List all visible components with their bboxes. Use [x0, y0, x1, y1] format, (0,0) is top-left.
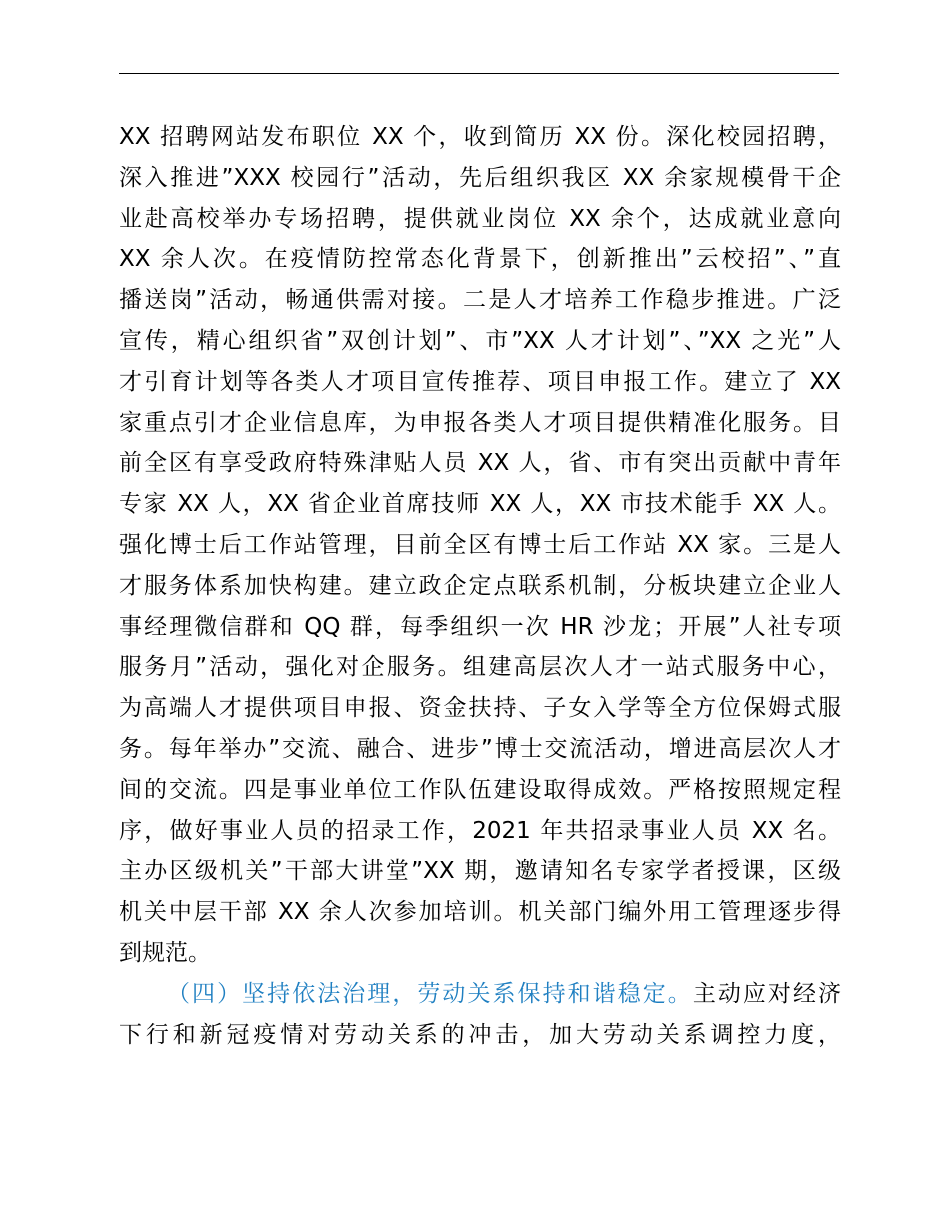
- paragraph-line: 强化博士后工作站管理，目前全区有博士后工作站 XX 家。三是人: [119, 531, 841, 558]
- paragraph-line: 宣传，精心组织省”双创计划”、市”XX 人才计划”、”XX 之光”人: [119, 327, 841, 354]
- paragraph-line: 务。每年举办”交流、融合、进步”博士交流活动，增进高层次人才: [119, 735, 841, 762]
- section-first-line: [119, 974, 841, 1015]
- paragraph-line: 服务月”活动，强化对企服务。组建高层次人才一站式服务中心，: [119, 654, 841, 681]
- paragraph-line: 主办区级机关”干部大讲堂”XX 期，邀请知名专家学者授课，区级: [119, 858, 841, 885]
- paragraph-line: 间的交流。四是事业单位工作队伍建设取得成效。严格按照规定程: [119, 776, 841, 803]
- paragraph-line: 机关中层干部 XX 余人次参加培训。机关部门编外用工管理逐步得: [119, 899, 841, 926]
- paragraph-line: 专家 XX 人，XX 省企业首席技师 XX 人，XX 市技术能手 XX 人。: [119, 491, 841, 518]
- section-heading: （四）坚持依法治理，劳动关系保持和谐稳定。: [167, 980, 693, 1007]
- document-body: [119, 117, 841, 1055]
- paragraph-line: 为高端人才提供项目申报、资金扶持、子女入学等全方位保姆式服: [119, 695, 841, 722]
- paragraph-line: 事经理微信群和 QQ 群，每季组织一次 HR 沙龙；开展”人社专项: [119, 613, 841, 640]
- paragraph-line: 前全区有享受政府特殊津贴人员 XX 人，省、市有突出贡献中青年: [119, 450, 841, 477]
- paragraph-line: 家重点引才企业信息库，为申报各类人才项目提供精准化服务。目: [119, 409, 841, 436]
- paragraph-line: 序，做好事业人员的招录工作，2021 年共招录事业人员 XX 名。: [119, 817, 841, 844]
- section-text: 主动应对经济: [692, 980, 842, 1007]
- paragraph-line: 下行和新冠疫情对劳动关系的冲击，加大劳动关系调控力度，: [119, 1021, 841, 1048]
- header-rule: [119, 73, 839, 74]
- paragraph-line: 才服务体系加快构建。建立政企定点联系机制，分板块建立企业人: [119, 572, 841, 599]
- paragraph-line: 才引育计划等各类人才项目宣传推荐、项目申报工作。建立了 XX: [119, 368, 841, 395]
- paragraph-line: 播送岗”活动，畅通供需对接。二是人才培养工作稳步推进。广泛: [119, 287, 841, 314]
- paragraph-line: 业赴高校举办专场招聘，提供就业岗位 XX 余个，达成就业意向: [119, 205, 841, 232]
- paragraph-line: 到规范。: [119, 939, 211, 966]
- paragraph-line: 深入推进”XXX 校园行”活动，先后组织我区 XX 余家规模骨干企: [119, 164, 841, 191]
- paragraph-line: XX 余人次。在疫情防控常态化背景下，创新推出”云校招”、”直: [119, 246, 841, 273]
- paragraph-line: XX 招聘网站发布职位 XX 个，收到简历 XX 份。深化校园招聘，: [119, 124, 841, 150]
